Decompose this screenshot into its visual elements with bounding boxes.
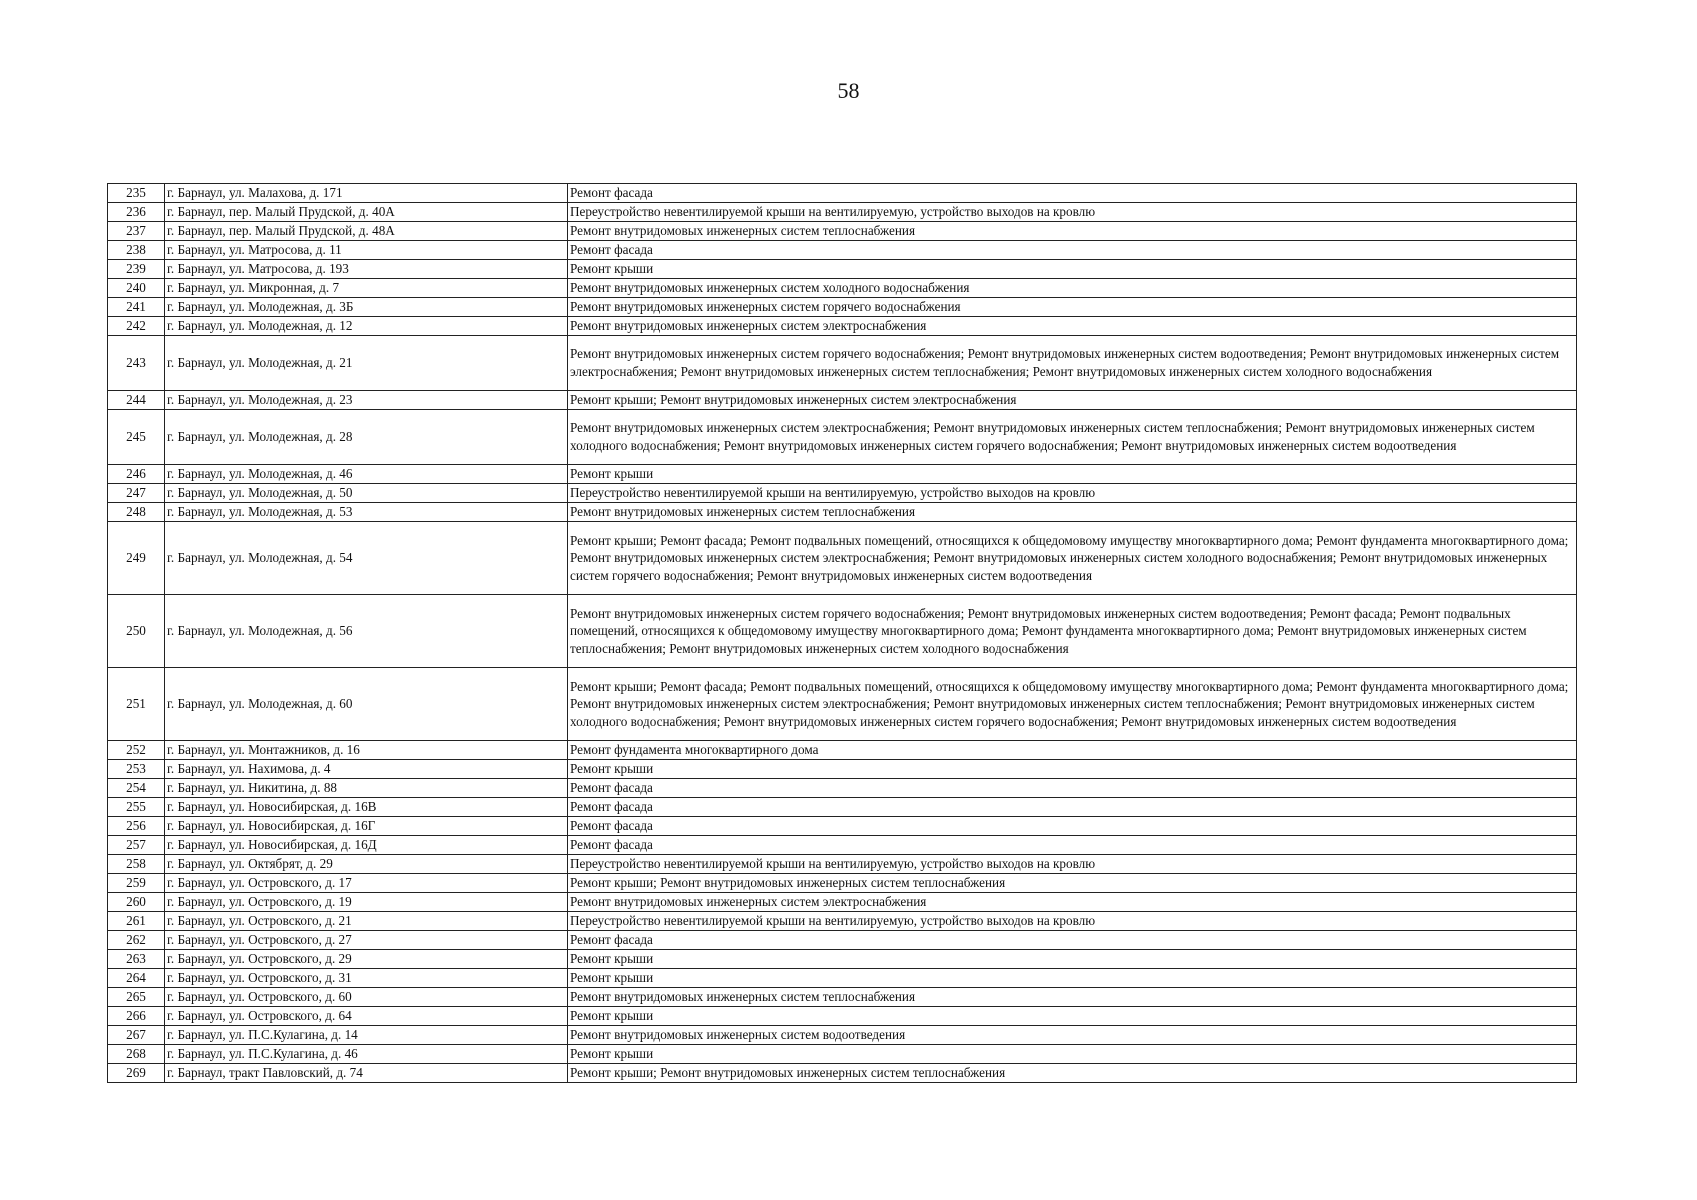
table-row [108, 817, 1577, 836]
row-number-cell: 247 [108, 484, 165, 503]
row-number-cell: 262 [108, 931, 165, 950]
row-number-cell: 265 [108, 988, 165, 1007]
work-type-cell: Ремонт фасада [568, 798, 1577, 817]
row-number-cell: 246 [108, 465, 165, 484]
address-cell: г. Барнаул, ул. Микронная, д. 7 [165, 279, 568, 298]
address-cell: г. Барнаул, ул. Новосибирская, д. 16Г [165, 817, 568, 836]
table-row [108, 595, 1577, 668]
row-number-cell: 263 [108, 950, 165, 969]
row-number-cell: 241 [108, 298, 165, 317]
address-cell: г. Барнаул, ул. Островского, д. 21 [165, 912, 568, 931]
row-number-cell: 255 [108, 798, 165, 817]
work-type-cell: Ремонт фасада [568, 817, 1577, 836]
address-cell: г. Барнаул, ул. Никитина, д. 88 [165, 779, 568, 798]
work-type-cell: Ремонт внутридомовых инженерных систем теплоснабжения [568, 503, 1577, 522]
page-number: 58 [837, 78, 860, 103]
table-row [108, 391, 1577, 410]
table-row [108, 317, 1577, 336]
row-number-cell: 236 [108, 203, 165, 222]
work-type-cell: Ремонт крыши; Ремонт фасада; Ремонт подвальных помещений, относящихся к общедомовому имуществу многоквартирного дома; Ремонт фундамента многоквартирного дома; Ремонт внутридомовых инженерных систем электроснабжения; Ремонт внутридомовых инженерных систем холодного водоснабжения; Ремонт внутридомовых инженерных систем горячего водоснабжения; Ремонт внутридомовых инженерных систем водоотведения [568, 522, 1577, 595]
address-cell: г. Барнаул, ул. Малахова, д. 171 [165, 184, 568, 203]
table-row [108, 222, 1577, 241]
table-row [108, 874, 1577, 893]
table-row [108, 779, 1577, 798]
work-type-cell: Ремонт крыши; Ремонт внутридомовых инженерных систем электроснабжения [568, 391, 1577, 410]
row-number-cell: 243 [108, 336, 165, 391]
work-type-cell: Ремонт внутридомовых инженерных систем теплоснабжения [568, 222, 1577, 241]
table-row [108, 668, 1577, 741]
work-type-cell: Ремонт внутридомовых инженерных систем теплоснабжения [568, 988, 1577, 1007]
repair-table-body [108, 184, 1577, 1083]
table-row [108, 503, 1577, 522]
address-cell: г. Барнаул, ул. П.С.Кулагина, д. 46 [165, 1045, 568, 1064]
row-number-cell: 250 [108, 595, 165, 668]
row-number-cell: 254 [108, 779, 165, 798]
address-cell: г. Барнаул, ул. Молодежная, д. 60 [165, 668, 568, 741]
row-number-cell: 264 [108, 969, 165, 988]
address-cell: г. Барнаул, ул. Молодежная, д. 56 [165, 595, 568, 668]
work-type-cell: Ремонт фасада [568, 931, 1577, 950]
table-row [108, 465, 1577, 484]
row-number-cell: 251 [108, 668, 165, 741]
repair-table [107, 183, 1577, 1083]
row-number-cell: 259 [108, 874, 165, 893]
row-number-cell: 256 [108, 817, 165, 836]
work-type-cell: Ремонт крыши [568, 1007, 1577, 1026]
work-type-cell: Переустройство невентилируемой крыши на вентилируемую, устройство выходов на кровлю [568, 484, 1577, 503]
work-type-cell: Ремонт внутридомовых инженерных систем электроснабжения; Ремонт внутридомовых инженерных систем теплоснабжения; Ремонт внутридомовых инженерных систем холодного водоснабжения; Ремонт внутридомовых инженерных систем горячего водоснабжения; Ремонт внутридомовых инженерных систем водоотведения [568, 410, 1577, 465]
address-cell: г. Барнаул, ул. Островского, д. 17 [165, 874, 568, 893]
row-number-cell: 257 [108, 836, 165, 855]
table-row [108, 950, 1577, 969]
table-row [108, 241, 1577, 260]
work-type-cell: Ремонт фасада [568, 836, 1577, 855]
table-row [108, 184, 1577, 203]
row-number-cell: 252 [108, 741, 165, 760]
row-number-cell: 242 [108, 317, 165, 336]
address-cell: г. Барнаул, ул. Октябрят, д. 29 [165, 855, 568, 874]
work-type-cell: Ремонт крыши [568, 465, 1577, 484]
row-number-cell: 240 [108, 279, 165, 298]
table-row [108, 760, 1577, 779]
row-number-cell: 249 [108, 522, 165, 595]
table-row [108, 741, 1577, 760]
work-type-cell: Переустройство невентилируемой крыши на вентилируемую, устройство выходов на кровлю [568, 912, 1577, 931]
address-cell: г. Барнаул, тракт Павловский, д. 74 [165, 1064, 568, 1083]
table-row [108, 336, 1577, 391]
address-cell: г. Барнаул, ул. Островского, д. 19 [165, 893, 568, 912]
table-row [108, 1045, 1577, 1064]
table-row [108, 1026, 1577, 1045]
work-type-cell: Ремонт крыши; Ремонт фасада; Ремонт подвальных помещений, относящихся к общедомовому имуществу многоквартирного дома; Ремонт фундамента многоквартирного дома; Ремонт внутридомовых инженерных систем электроснабжения; Ремонт внутридомовых инженерных систем теплоснабжения; Ремонт внутридомовых инженерных систем холодного водоснабжения; Ремонт внутридомовых инженерных систем горячего водоснабжения; Ремонт внутридомовых инженерных систем водоотведения [568, 668, 1577, 741]
table-row [108, 203, 1577, 222]
row-number-cell: 268 [108, 1045, 165, 1064]
table-row [108, 988, 1577, 1007]
row-number-cell: 266 [108, 1007, 165, 1026]
row-number-cell: 239 [108, 260, 165, 279]
table-row [108, 1064, 1577, 1083]
work-type-cell: Ремонт внутридомовых инженерных систем водоотведения [568, 1026, 1577, 1045]
work-type-cell: Ремонт внутридомовых инженерных систем электроснабжения [568, 893, 1577, 912]
table-row [108, 893, 1577, 912]
row-number-cell: 260 [108, 893, 165, 912]
row-number-cell: 238 [108, 241, 165, 260]
work-type-cell: Ремонт крыши [568, 760, 1577, 779]
work-type-cell: Переустройство невентилируемой крыши на вентилируемую, устройство выходов на кровлю [568, 203, 1577, 222]
row-number-cell: 248 [108, 503, 165, 522]
table-row [108, 522, 1577, 595]
address-cell: г. Барнаул, ул. Новосибирская, д. 16Д [165, 836, 568, 855]
work-type-cell: Ремонт фасада [568, 779, 1577, 798]
work-type-cell: Ремонт фасада [568, 241, 1577, 260]
work-type-cell: Переустройство невентилируемой крыши на вентилируемую, устройство выходов на кровлю [568, 855, 1577, 874]
work-type-cell: Ремонт внутридомовых инженерных систем холодного водоснабжения [568, 279, 1577, 298]
address-cell: г. Барнаул, ул. Нахимова, д. 4 [165, 760, 568, 779]
table-row [108, 798, 1577, 817]
address-cell: г. Барнаул, ул. Матросова, д. 193 [165, 260, 568, 279]
work-type-cell: Ремонт крыши [568, 969, 1577, 988]
address-cell: г. Барнаул, ул. Молодежная, д. 54 [165, 522, 568, 595]
address-cell: г. Барнаул, пер. Малый Прудской, д. 40А [165, 203, 568, 222]
work-type-cell: Ремонт крыши; Ремонт внутридомовых инженерных систем теплоснабжения [568, 874, 1577, 893]
address-cell: г. Барнаул, ул. Молодежная, д. 46 [165, 465, 568, 484]
work-type-cell: Ремонт внутридомовых инженерных систем горячего водоснабжения [568, 298, 1577, 317]
work-type-cell: Ремонт крыши [568, 1045, 1577, 1064]
table-row [108, 969, 1577, 988]
address-cell: г. Барнаул, ул. Островского, д. 29 [165, 950, 568, 969]
table-row [108, 260, 1577, 279]
row-number-cell: 244 [108, 391, 165, 410]
table-row [108, 279, 1577, 298]
address-cell: г. Барнаул, ул. Молодежная, д. 21 [165, 336, 568, 391]
work-type-cell: Ремонт внутридомовых инженерных систем горячего водоснабжения; Ремонт внутридомовых инженерных систем водоотведения; Ремонт фасада; Ремонт подвальных помещений, относящихся к общедомовому имуществу многоквартирного дома; Ремонт фундамента многоквартирного дома; Ремонт внутридомовых инженерных систем теплоснабжения; Ремонт внутридомовых инженерных систем холодного водоснабжения [568, 595, 1577, 668]
work-type-cell: Ремонт фасада [568, 184, 1577, 203]
address-cell: г. Барнаул, ул. Островского, д. 60 [165, 988, 568, 1007]
address-cell: г. Барнаул, ул. П.С.Кулагина, д. 14 [165, 1026, 568, 1045]
address-cell: г. Барнаул, ул. Новосибирская, д. 16В [165, 798, 568, 817]
table-row [108, 931, 1577, 950]
table-row [108, 855, 1577, 874]
address-cell: г. Барнаул, пер. Малый Прудской, д. 48А [165, 222, 568, 241]
table-row [108, 484, 1577, 503]
row-number-cell: 258 [108, 855, 165, 874]
row-number-cell: 245 [108, 410, 165, 465]
address-cell: г. Барнаул, ул. Молодежная, д. 28 [165, 410, 568, 465]
row-number-cell: 269 [108, 1064, 165, 1083]
work-type-cell: Ремонт крыши [568, 260, 1577, 279]
work-type-cell: Ремонт крыши [568, 950, 1577, 969]
work-type-cell: Ремонт внутридомовых инженерных систем электроснабжения [568, 317, 1577, 336]
row-number-cell: 235 [108, 184, 165, 203]
table-row [108, 912, 1577, 931]
address-cell: г. Барнаул, ул. Островского, д. 27 [165, 931, 568, 950]
repair-table-container [107, 183, 1571, 1083]
address-cell: г. Барнаул, ул. Молодежная, д. 50 [165, 484, 568, 503]
row-number-cell: 267 [108, 1026, 165, 1045]
address-cell: г. Барнаул, ул. Молодежная, д. 3Б [165, 298, 568, 317]
work-type-cell: Ремонт фундамента многоквартирного дома [568, 741, 1577, 760]
address-cell: г. Барнаул, ул. Молодежная, д. 12 [165, 317, 568, 336]
table-row [108, 410, 1577, 465]
table-row [108, 836, 1577, 855]
row-number-cell: 237 [108, 222, 165, 241]
address-cell: г. Барнаул, ул. Молодежная, д. 53 [165, 503, 568, 522]
address-cell: г. Барнаул, ул. Матросова, д. 11 [165, 241, 568, 260]
address-cell: г. Барнаул, ул. Островского, д. 64 [165, 1007, 568, 1026]
work-type-cell: Ремонт крыши; Ремонт внутридомовых инженерных систем теплоснабжения [568, 1064, 1577, 1083]
work-type-cell: Ремонт внутридомовых инженерных систем горячего водоснабжения; Ремонт внутридомовых инженерных систем водоотведения; Ремонт внутридомовых инженерных систем электроснабжения; Ремонт внутридомовых инженерных систем теплоснабжения; Ремонт внутридомовых инженерных систем холодного водоснабжения [568, 336, 1577, 391]
row-number-cell: 261 [108, 912, 165, 931]
address-cell: г. Барнаул, ул. Монтажников, д. 16 [165, 741, 568, 760]
table-row [108, 298, 1577, 317]
row-number-cell: 253 [108, 760, 165, 779]
address-cell: г. Барнаул, ул. Молодежная, д. 23 [165, 391, 568, 410]
address-cell: г. Барнаул, ул. Островского, д. 31 [165, 969, 568, 988]
table-row [108, 1007, 1577, 1026]
